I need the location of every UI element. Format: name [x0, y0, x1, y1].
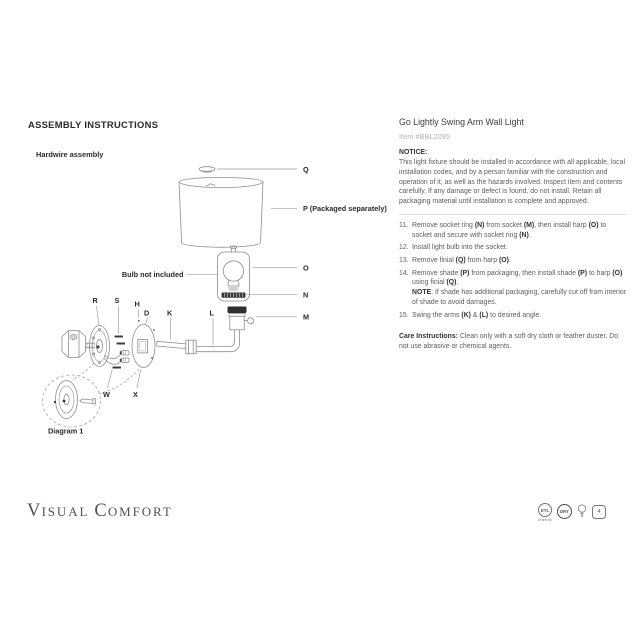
item-number: Item #BBL2095 [399, 132, 450, 141]
etl-sub-label: Intertek [538, 518, 552, 522]
instruction-list [399, 221, 627, 320]
harp-part [218, 246, 250, 301]
bulb-note-label: Bulb not included [121, 270, 184, 279]
label-m: M [303, 312, 310, 322]
notice-heading: NOTICE: [399, 149, 428, 156]
label-s: S [114, 296, 120, 305]
instruction-number: 15. [399, 311, 409, 319]
assembly-type-label: Hardwire assembly [36, 150, 104, 159]
instruction-item [399, 256, 627, 266]
label-d: D [144, 308, 150, 318]
qty-label: 4 [597, 508, 601, 515]
instruction-number: 13. [399, 256, 409, 264]
finial-part [199, 167, 215, 173]
label-h: H [134, 299, 140, 309]
diagram1-callout [43, 363, 140, 427]
instruction-item [399, 243, 627, 253]
brand-logo [27, 501, 173, 522]
page-title: ASSEMBLY INSTRUCTIONS [28, 119, 159, 130]
label-q: Q [303, 164, 309, 174]
junction-box-part [62, 331, 86, 358]
certification-icons [538, 503, 606, 522]
dry-rating-icon [557, 503, 572, 519]
socket-part [228, 307, 254, 330]
etl-label: ETL [540, 507, 550, 513]
shade-part [179, 177, 263, 247]
label-k: K [167, 308, 173, 318]
care-instructions-label: Care Instructions: [399, 333, 458, 341]
instruction-number: 14. [399, 269, 409, 277]
label-w: W [103, 390, 110, 399]
care-instructions [399, 332, 627, 352]
instruction-text: Remove shade (P) from packaging, then install shade (P) to harp (O) using finial (Q). NOTE: If shade has additional packaging, carefully cut off from interior of shade to avoid damages. [412, 269, 626, 306]
label-l: L [209, 308, 214, 318]
backplate-part [132, 320, 155, 368]
instruction-text: Install light bulb into the socket. [412, 244, 508, 252]
logo-word1-rest: ISUAL [41, 504, 90, 519]
instruction-text: Remove finial (Q) from harp (O). [412, 256, 511, 264]
diagram1-detail [54, 381, 96, 419]
bulb-icon [577, 504, 587, 518]
divider [399, 214, 627, 215]
instruction-item [399, 269, 627, 308]
instruction-text: Swing the arms (K) & (L) to desired angle. [412, 311, 542, 319]
label-n: N [303, 290, 309, 300]
etl-certification-mark [538, 503, 552, 522]
instruction-text: Remove socket ring (N) from socket (M), then install harp (O) to socket and secure with socket ring (N). [412, 221, 607, 239]
screws-s [115, 336, 126, 345]
diagram-caption: Diagram 1 [48, 426, 84, 436]
logo-word2-rest: OMFORT [107, 504, 173, 519]
label-x: X [133, 390, 138, 399]
max-bulb-count-badge [592, 503, 606, 519]
label-p: P (Packaged separately) [303, 204, 387, 213]
logo-word2-initial: C [94, 501, 108, 521]
notice-text: This light fixture should be installed in accordance with all applicable, local installation codes, and by a person familiar with the construction and operation of it, as well as the hazards involved. Inspect item and contents carefully. If any damage or defect is found, do not install. Retain all packaging material until installation is complete and approved. [399, 159, 625, 206]
instruction-number: 11. [399, 221, 409, 229]
instruction-item [399, 311, 627, 321]
dry-label: DRY [560, 509, 569, 514]
instruction-item [399, 221, 627, 241]
logo-word1-initial: V [27, 501, 42, 521]
exploded-diagram [28, 158, 400, 450]
care-instructions-text: Clean only with a soft dry cloth or feather duster. Do not use abrasive or chemical agents. [399, 333, 619, 351]
product-title: Go Lightly Swing Arm Wall Light [399, 117, 524, 127]
label-r: R [92, 296, 98, 305]
swing-arm-parts [157, 330, 240, 354]
instruction-number: 12. [399, 244, 409, 252]
label-o: O [303, 263, 309, 273]
instructions-column [399, 117, 627, 352]
